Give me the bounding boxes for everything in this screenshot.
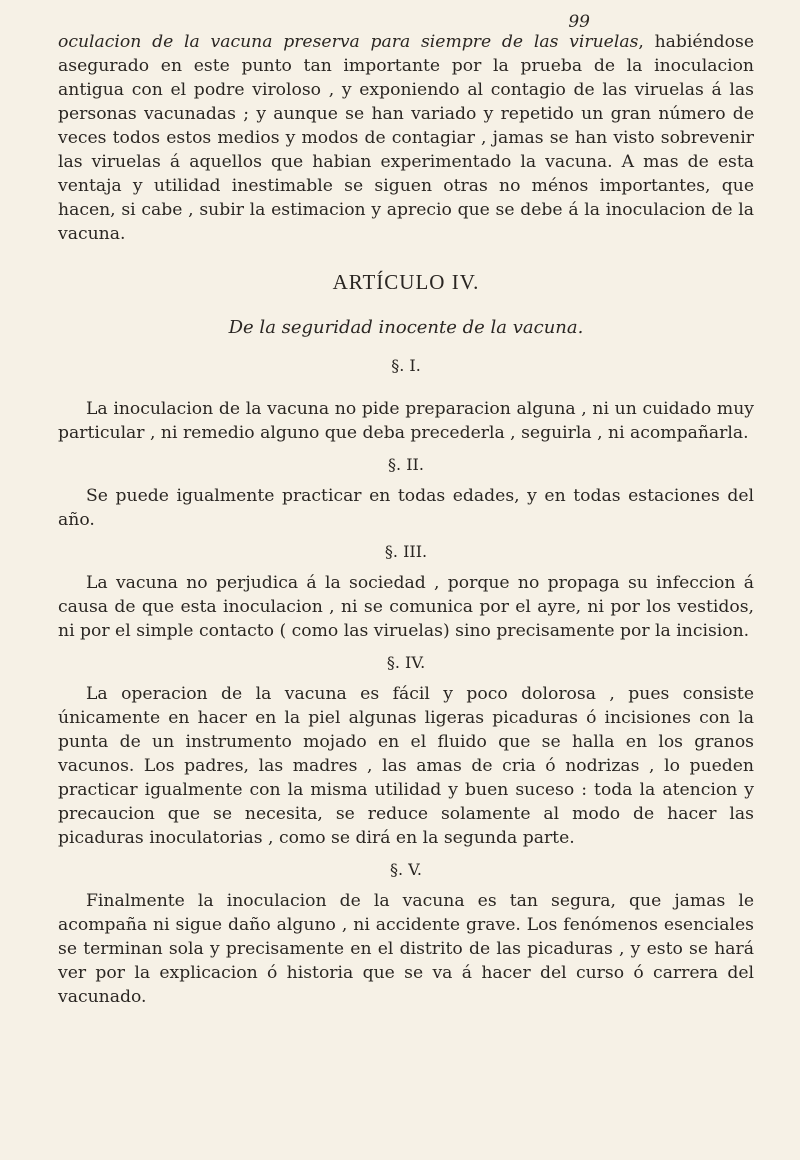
- intro-text: , habiéndose asegurado en este punto tan importante por la prueba de la inoculacion antigua con el podre viroloso , y exponiendo al contagio de las viruelas á las personas vacunadas ; y aunque se han variado y repetido un gran número de veces todos estos medios y modos de contagiar , jamas se han visto sobrevenir las viruelas á aquellos que habian experimentado la vacuna. A mas de esta ventaja y utilidad inestimable se siguen otras no ménos importantes, que hacen, si cabe , subir la estimacion y aprecio que se debe á la inoculacion de la vacuna.: [58, 32, 755, 244]
- section-text-5: Finalmente la inoculacion de la vacuna es tan segura, que jamas le acompaña ni sigue daño alguno , ni accidente grave. Los fenómenos esenciales se terminan sola y precisamente en el distrito de las picaduras , y esto se hará ver por la explicacion ó historia que se va á hacer del curso ó carrera del vacunado.: [58, 891, 754, 1007]
- article-subtitle: De la seguridad inocente de la vacuna.: [228, 317, 584, 338]
- section-text-3: La vacuna no perjudica á la sociedad , porque no propaga su infeccion á causa de que esta inoculacion , ni se comunica por el ayre, ni por los vestidos, ni por el simple contacto ( como las viruelas) sino precisamente por la incision.: [58, 573, 754, 641]
- section-label-3: §. III.: [384, 542, 428, 561]
- page-number: 99: [568, 12, 590, 32]
- intro-italic-run: oculacion de la vacuna preserva para siempre de las viruelas: [58, 32, 639, 52]
- intro-paragraph: [58, 30, 754, 246]
- section-label-2: §. II.: [388, 455, 424, 474]
- section-text-2: Se puede igualmente practicar en todas edades, y en todas estaciones del año.: [58, 486, 754, 530]
- section-label-1: §. I.: [391, 356, 421, 375]
- section-label-5: §. V.: [389, 860, 422, 879]
- section-text-1: La inoculacion de la vacuna no pide preparacion alguna , ni un cuidado muy particular , ni remedio alguno que deba precederla , seguirla , ni acompañarla.: [58, 399, 754, 443]
- section-label-4: §. IV.: [386, 653, 426, 672]
- article-heading: ARTÍCULO IV.: [332, 270, 480, 294]
- section-text-4: La operacion de la vacuna es fácil y poco dolorosa , pues consiste únicamente en hacer en la piel algunas ligeras picaduras ó incisiones con la punta de un instrumento mojado en el fluido que se halla en los granos vacunos. Los padres, las madres , las amas de cria ó nodrizas , lo pueden practicar igualmente con la misma utilidad y buen suceso : toda la atencion y precaucion que se necesita, se reduce solamente al modo de hacer las picaduras inoculatorias , como se dirá en la segunda parte.: [58, 684, 754, 848]
